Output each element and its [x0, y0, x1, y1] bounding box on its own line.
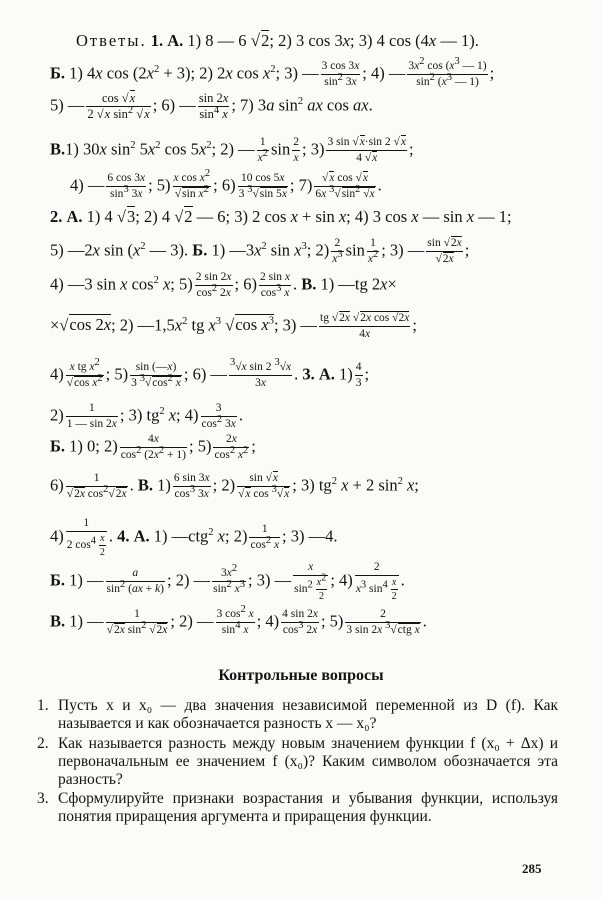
answer-line-10: 4) $\frac{x tg x^2}{√\cos x^2}$ ; 5) $\frac{\sin (—x)}{3 ^3√\cos^2 x}$ ; 6) — $\frac{^3√x \sin 2 ^3√x}{3x}$ . 3. А. 1) $\frac{4}{3}$ ;	[50, 357, 370, 389]
answer-line-9: ×√cos 2x; 2) $—1,5x^2$ tg $x^3$ √cos $x^3$; 3) — $\frac{\text{tg √2x √2x cos √2x}}{4x}$ ;	[50, 312, 417, 340]
answer-line-11: 2) $\frac{1}{1 — \sin 2x}$ ; 3) $tg^2$ x; 4) $\frac{3}{\cos^2 3x}$ .	[50, 402, 243, 430]
page-number: 285	[522, 861, 542, 876]
question-number: 3.	[37, 790, 49, 807]
answer-line-1: Ответы. 1. А. 1) 8 — 6 √2; 2) 3 cos 3x; 3) 4 cos (4x — 1).	[76, 31, 479, 50]
answer-line-15: Б. 1) — $\frac{a}{\sin^2 (ax + k)}$ ; 2) — $\frac{3x^2}{\sin^2 x^3}$ ; 3) — x $\sin^2$ $\frac{x^2}{2}$ ; 4) 2 $x^3$ $\sin^4$ $\frac{x}{2}$ .	[50, 561, 405, 602]
answer-line-5: 4) — $\frac{6 \cos 3x}{\sin^3 3x}$ ; 5) $\frac{x \cos x^2}{√\sin x^2}$ ; 6) $\frac{10 \cos 5x}{3 ^3√\sin 5x}$ ; 7) $\frac{\text{√x cos √x}}{6x ^3√\sin^2 √x}$ .	[70, 168, 382, 200]
question-3	[37, 790, 558, 826]
question-2	[37, 735, 558, 789]
answer-line-8: 4) —3 sin x $\cos^2 x$; 5) $\frac{2 \sin 2x}{\cos^2 2x}$ ; 6) $\frac{\text{2 sin x}}{\cos^3 x}$ . В. 1) —tg 2x×	[50, 271, 397, 299]
answer-line-2: Б. 1) 4x $\cos (2x^2 + 3)$; 2) 2x $\cos x^2$; 3) — $\frac{3 \cos 3x}{\sin^2 3x}$ ; 4) — $\frac{3x^2 \cos (x^3 — 1)}{\sin^2 (x^3 — 1)}$ ;	[50, 56, 495, 88]
question-text: Пусть x и x₀ — два значения независимой переменной из D (f). Как называется и как обозначается разность x — x₀?	[58, 697, 558, 732]
answer-line-14: 4) 1 2 $\cos^4$ $\frac{x}{2}$ . 4. А. 1) —ctg$^2$ x; 2) $\frac{1}{\cos^2 x}$ ; 3) —4.	[50, 517, 338, 558]
question-number: 1.	[37, 697, 49, 714]
question-text: Как называется разность между новым значением функции f (x₀ + Δx) и первоначальным ее значением f (x₀)? Каким символом обозначается эта разность?	[58, 735, 558, 788]
answer-line-6: 2. А. 1) 4 √3; 2) 4 √2 — 6; 3) 2 cos x + sin x; 4) 3 cos x — sin x — 1;	[50, 207, 512, 226]
answers-heading: Ответы.	[76, 31, 147, 50]
question-number: 2.	[37, 735, 49, 752]
answer-line-12: Б. 1) 0; 2) $\frac{4x}{\cos^2 (2x^2 + 1)}$ ; 5) $\frac{2x}{\cos^2 x^2}$ ;	[50, 433, 256, 461]
answer-line-7: 5) —2x $\sin (x^2$ — 3). Б. 1) $—3x^2$ $\sin x^3$; 2) $\frac{2}{x^3}$ sin $\frac{1}{x^2}$ ; 3) — $\frac{\sin √2x}{√2x}$ ;	[50, 237, 470, 265]
question-text: Сформулируйте признаки возрастания и убывания функции, используя понятия приращения аргумента и приращения функции.	[58, 790, 558, 825]
answer-line-13: 6) $\frac{1}{√2x \cos^2√2x}$ . В. 1) $\frac{6 \sin 3x}{\cos^3 3x}$ ; 2) $\frac{\sin √x}{√x \cos ^3√x}$ ; 3) $tg^2$ x + 2 $\sin^2 x$;	[50, 472, 419, 500]
question-1	[37, 697, 558, 733]
section-title: Контрольные вопросы	[218, 667, 384, 684]
answer-line-4: В.1) 30x $\sin^2 5x^2$ $\cos 5x^2$; 2) — $\frac{1}{x^2}$ sin $\frac{2}{x}$ ; 3) $\frac{3 \sin √x\cdot\sin 2 √x}{4 √x}$ ;	[50, 136, 414, 164]
answer-line-3: 5) — $\frac{\cos √x}{2 √x \sin^2 √x}$ ; 6) — $\frac{\sin 2x}{\sin^4 x}$ ; 7) 3a $\sin^2$ ax cos ax.	[50, 91, 373, 121]
answer-line-16: В. 1) — $\frac{1}{√2x \sin^2 √2x}$ ; 2) — $\frac{3 \cos^2 x}{\sin^4 x}$ ; 4) $\frac{4 \sin 2x}{\cos^3 2x}$ ; 5) $\frac{2}{3 \sin 2x ^3√ctg x}$ .	[50, 604, 427, 636]
